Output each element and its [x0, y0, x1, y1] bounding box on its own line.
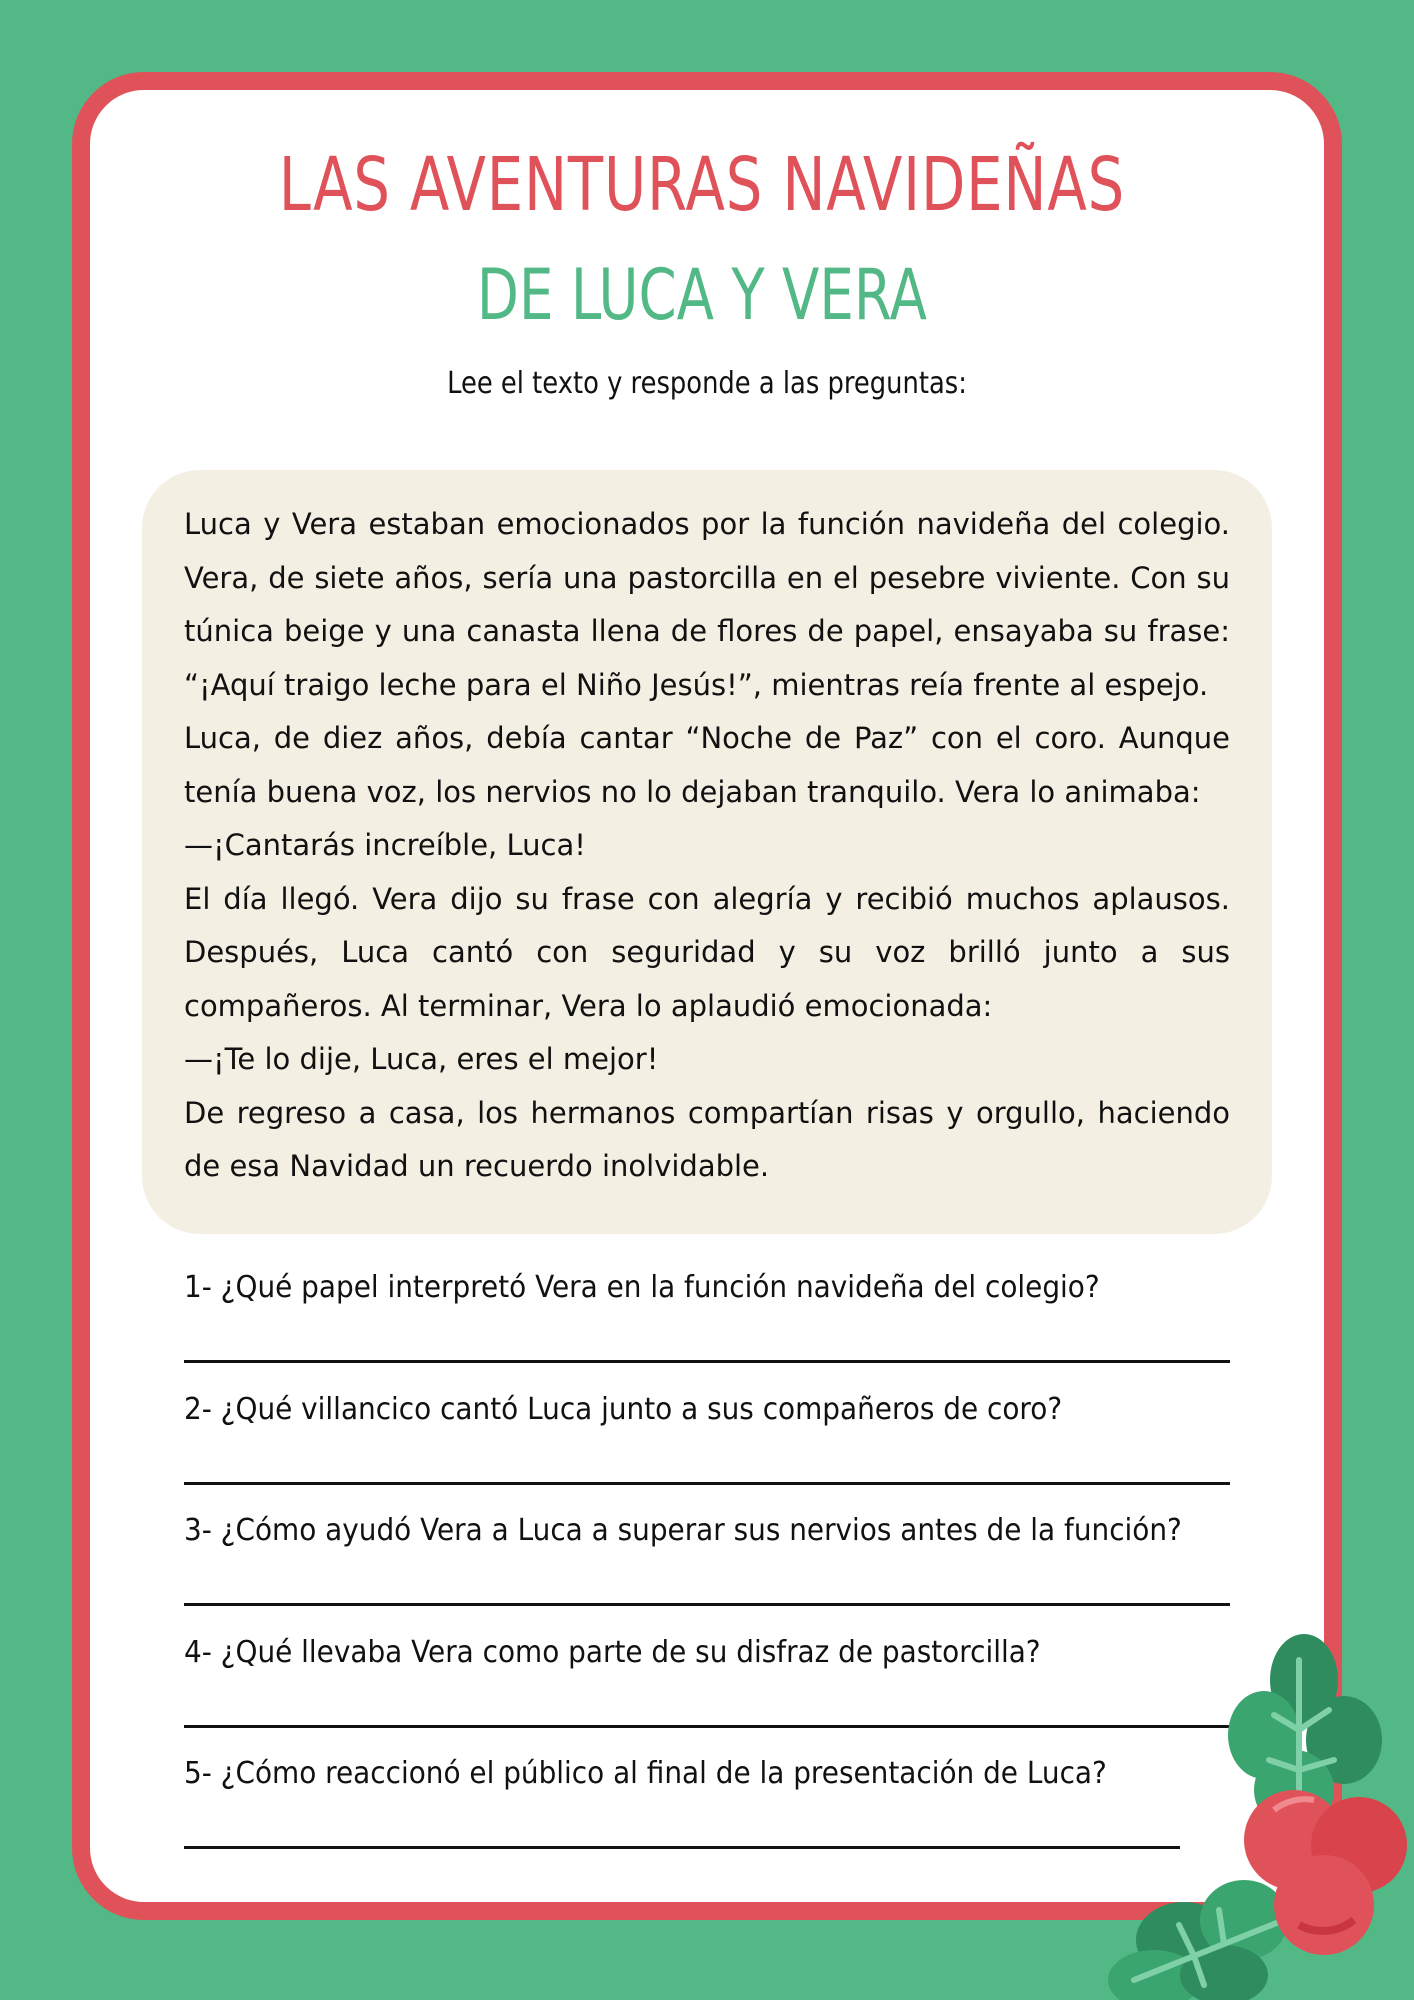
question-text: 2- ¿Qué villancico cantó Luca junto a sus compañeros de coro? [184, 1391, 1063, 1427]
answer-line[interactable] [184, 1846, 1180, 1849]
answer-line[interactable] [184, 1360, 1230, 1363]
question-item [184, 1392, 1230, 1514]
question-text: 3- ¿Cómo ayudó Vera a Luca a superar sus nervios antes de la función? [184, 1513, 1182, 1548]
story-paragraph: De regreso a casa, los hermanos compartían risas y orgullo, haciendo de esa Navidad un recuerdo inolvidable. [184, 1095, 1230, 1183]
holly-icon [1094, 1620, 1414, 2000]
answer-line[interactable] [184, 1603, 1230, 1606]
question-text: 4- ¿Qué llevaba Vera como parte de su disfraz de pastorcilla? [184, 1634, 1041, 1670]
question-item [184, 1756, 1230, 1878]
page-title: LAS AVENTURAS NAVIDEÑAS [278, 142, 1126, 228]
story-paragraph: —¡Te lo dije, Luca, eres el mejor! [184, 1042, 659, 1076]
instruction-text: Lee el texto y responde a las preguntas: [447, 366, 967, 401]
story-paragraph: Luca y Vera estaban emocionados por la función navideña del colegio. Vera, de siete años, sería una pastorcilla en el pesebre viviente. Con su túnica beige y una canasta llena de flores de papel, ensayaba su frase: “¡Aquí traigo leche para el Niño Jesús!”, mientras reía frente al espejo. [184, 507, 1230, 702]
page-subtitle: DE LUCA Y VERA [476, 254, 927, 336]
answer-line[interactable] [184, 1725, 1230, 1728]
question-text: 1- ¿Qué papel interpretó Vera en la función navideña del colegio? [184, 1270, 1100, 1305]
questions-list [184, 1270, 1230, 1878]
story-paragraph: El día llegó. Vera dijo su frase con alegría y recibió muchos aplausos. Después, Luca cantó con seguridad y su voz brilló junto a sus compañeros. Al terminar, Vera lo aplaudió emocionada: [184, 881, 1230, 1023]
question-item [184, 1635, 1230, 1757]
story-paragraph: —¡Cantarás increíble, Luca! [184, 828, 586, 862]
answer-line[interactable] [184, 1482, 1230, 1485]
question-text: 5- ¿Cómo reaccionó el público al final de la presentación de Luca? [184, 1756, 1107, 1791]
question-item [184, 1513, 1230, 1635]
holly-leaves-bottom-icon [1108, 1880, 1288, 2000]
question-item [184, 1270, 1230, 1392]
story-box [142, 470, 1272, 1234]
story-paragraph: Luca, de diez años, debía cantar “Noche de Paz” con el coro. Aunque tenía buena voz, los nervios no lo dejaban tranquilo. Vera lo animaba: [184, 721, 1230, 809]
